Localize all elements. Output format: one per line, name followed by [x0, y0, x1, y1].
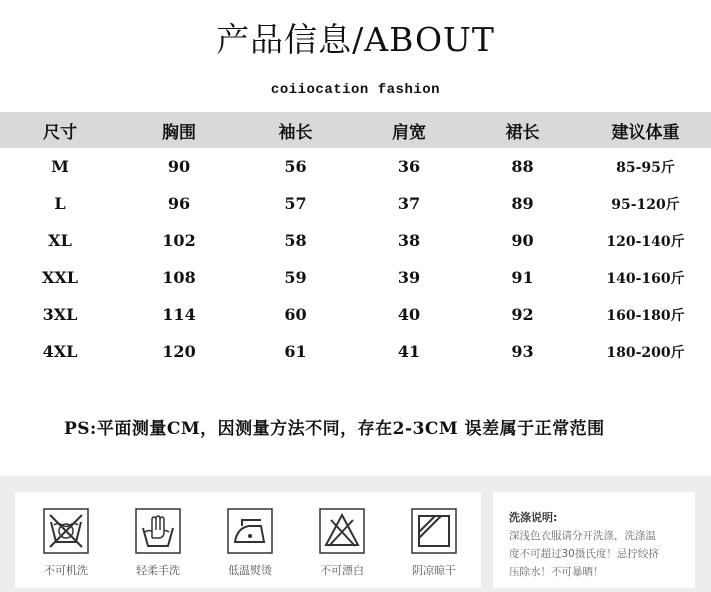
table-cell: 85-95斤 [616, 159, 675, 176]
table-cell: 114 [162, 305, 196, 324]
care-item-hand-wash [118, 508, 198, 578]
table-cell: 90 [167, 157, 191, 176]
table-cell: 90 [511, 231, 534, 250]
care-item-low-temp-iron [210, 508, 290, 578]
care-instructions-panel [493, 492, 695, 588]
header-sleeve: 袖长 [278, 122, 313, 143]
size-table [0, 112, 711, 370]
table-cell: 3XL [42, 305, 78, 324]
care-label: 低温熨烫 [228, 564, 272, 577]
table-cell: XXL [41, 268, 79, 287]
care-item-no-bleach [302, 508, 382, 578]
table-cell: 56 [284, 157, 307, 176]
table-cell: 140-160斤 [606, 270, 685, 287]
care-instructions-line: 深浅色衣服请分开洗涤，洗涤温 [509, 530, 656, 542]
table-cell: 58 [284, 231, 307, 250]
table-cell: 92 [511, 305, 534, 324]
table-cell: 120 [162, 342, 196, 361]
table-cell: 36 [397, 157, 421, 176]
table-cell: 39 [397, 268, 421, 287]
care-label: 不可漂白 [320, 564, 364, 577]
page-subtitle: coiiocation fashion [270, 82, 441, 98]
table-row [0, 185, 711, 222]
header-length: 裙长 [505, 122, 540, 143]
page-title: 产品信息/ABOUT [216, 20, 495, 59]
table-cell: 89 [511, 194, 534, 213]
table-cell: 95-120斤 [611, 196, 680, 213]
hand-wash-icon [135, 508, 181, 554]
table-cell: 61 [284, 342, 307, 361]
header-weight: 建议体重 [611, 122, 680, 143]
table-cell: XL [48, 231, 72, 250]
shade-dry-icon [411, 508, 457, 554]
care-label: 轻柔手洗 [136, 564, 180, 577]
care-instructions-line: 压除水！不可暴晒！ [509, 566, 604, 578]
table-cell: L [54, 194, 66, 213]
table-cell: 38 [397, 231, 421, 250]
table-row [0, 296, 711, 333]
table-cell: 93 [511, 342, 534, 361]
no-machine-wash-icon [43, 508, 89, 554]
table-cell: 96 [167, 194, 191, 213]
care-label: 不可机洗 [44, 564, 88, 577]
table-cell: M [51, 157, 69, 176]
care-instructions-line: 度不可超过30摄氏度！忌拧绞挤 [509, 548, 659, 560]
table-cell: 41 [397, 342, 421, 361]
table-cell: 102 [162, 231, 196, 250]
table-cell: 60 [284, 305, 307, 324]
care-instructions-text [509, 527, 689, 581]
table-cell: 180-200斤 [606, 344, 685, 361]
no-bleach-icon [319, 508, 365, 554]
care-label: 阴凉晾干 [412, 564, 456, 577]
header-shoulder: 肩宽 [392, 122, 426, 143]
header-size: 尺寸 [43, 122, 77, 143]
header-bust: 胸围 [162, 122, 196, 143]
care-item-no-machine-wash [26, 508, 106, 578]
care-icons-panel [15, 492, 481, 588]
table-cell: 91 [511, 268, 534, 287]
care-item-shade-dry [394, 508, 474, 578]
table-cell: 160-180斤 [606, 307, 685, 324]
size-table-header [0, 112, 711, 148]
table-cell: 4XL [42, 342, 78, 361]
table-cell: 88 [511, 157, 534, 176]
table-cell: 108 [162, 268, 196, 287]
care-instructions-title: 洗涤说明: [509, 511, 558, 524]
table-cell: 120-140斤 [606, 233, 685, 250]
table-row [0, 222, 711, 259]
table-cell: 59 [284, 268, 307, 287]
table-row [0, 333, 711, 370]
table-cell: 37 [397, 194, 421, 213]
table-row [0, 148, 711, 185]
low-temp-iron-icon [227, 508, 273, 554]
table-cell: 40 [397, 305, 421, 324]
measurement-note: PS:平面测量CM，因测量方法不同，存在2-3CM 误差属于正常范围 [64, 419, 605, 439]
table-row [0, 259, 711, 296]
table-cell: 57 [284, 194, 307, 213]
